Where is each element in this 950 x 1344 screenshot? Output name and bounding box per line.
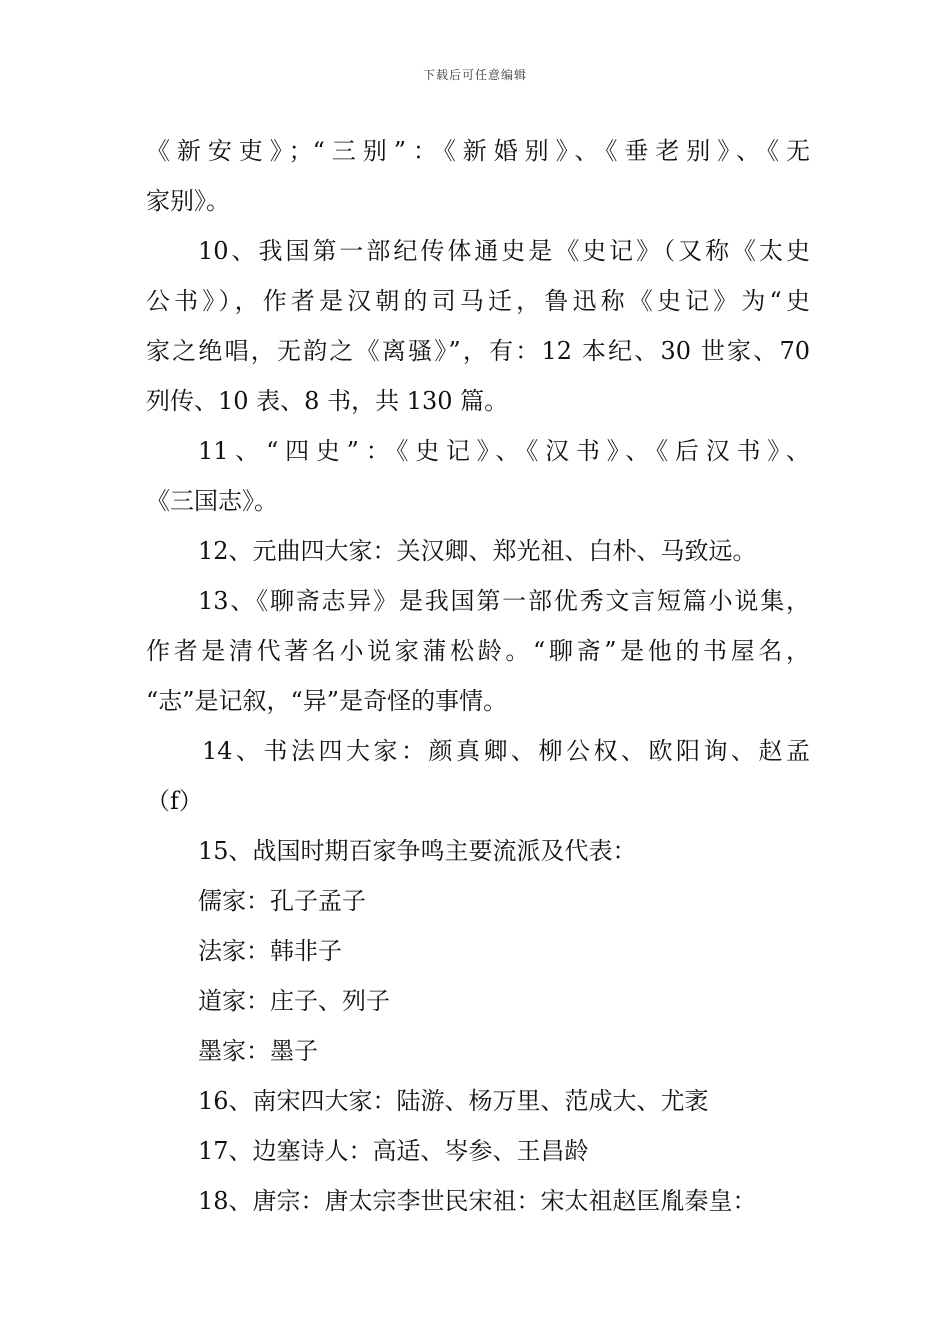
text-line: 13、《聊斋志异》是我国第一部优秀文言短篇小说集， <box>198 587 810 615</box>
text-line: 墨家：墨子 <box>198 1037 318 1065</box>
text-line: 12、元曲四大家：关汉卿、郑光祖、白朴、马致远。 <box>198 537 757 565</box>
text-line: 家之绝唱，无韵之《离骚》”，有：12 本纪、30 世家、70 <box>146 337 810 365</box>
text-line: 道家：庄子、列子 <box>198 987 390 1015</box>
text-line: 《三国志》。 <box>146 487 278 515</box>
text-line: 法家：韩非子 <box>198 937 342 965</box>
text-line: “志”是记叙，“异”是奇怪的事情。 <box>146 687 508 715</box>
text-line: 14、书法四大家：颜真卿、柳公权、欧阳询、赵孟 <box>202 737 810 765</box>
text-line: 10、我国第一部纪传体通史是《史记》（又称《太史 <box>198 237 810 265</box>
document-body <box>146 126 810 1226</box>
text-line: 18、唐宗：唐太宗李世民宋祖：宋太祖赵匡胤秦皇： <box>198 1187 757 1215</box>
text-line: 列传、10 表、8 书，共 130 篇。 <box>146 387 509 415</box>
text-line: 家别》。 <box>146 187 230 215</box>
text-line: 儒家：孔子孟子 <box>198 887 366 915</box>
text-line: 16、南宋四大家：陆游、杨万里、范成大、尤袤 <box>198 1087 709 1115</box>
text-line: 17、边塞诗人：高适、岑参、王昌龄 <box>198 1137 589 1165</box>
text-line: 11、“四史”：《史记》、《汉书》、《后汉书》、 <box>198 437 810 465</box>
text-line: （f） <box>146 787 203 815</box>
page-header: 下载后可任意编辑 <box>422 68 527 82</box>
text-line: 作者是清代著名小说家蒲松龄。“聊斋”是他的书屋名， <box>146 637 810 665</box>
text-line: 《新安吏》；“三别”：《新婚别》、《垂老别》、《无 <box>146 137 810 165</box>
text-line: 公书》），作者是汉朝的司马迁，鲁迅称《史记》为“史 <box>146 287 810 315</box>
text-line: 15、战国时期百家争鸣主要流派及代表： <box>198 837 637 865</box>
